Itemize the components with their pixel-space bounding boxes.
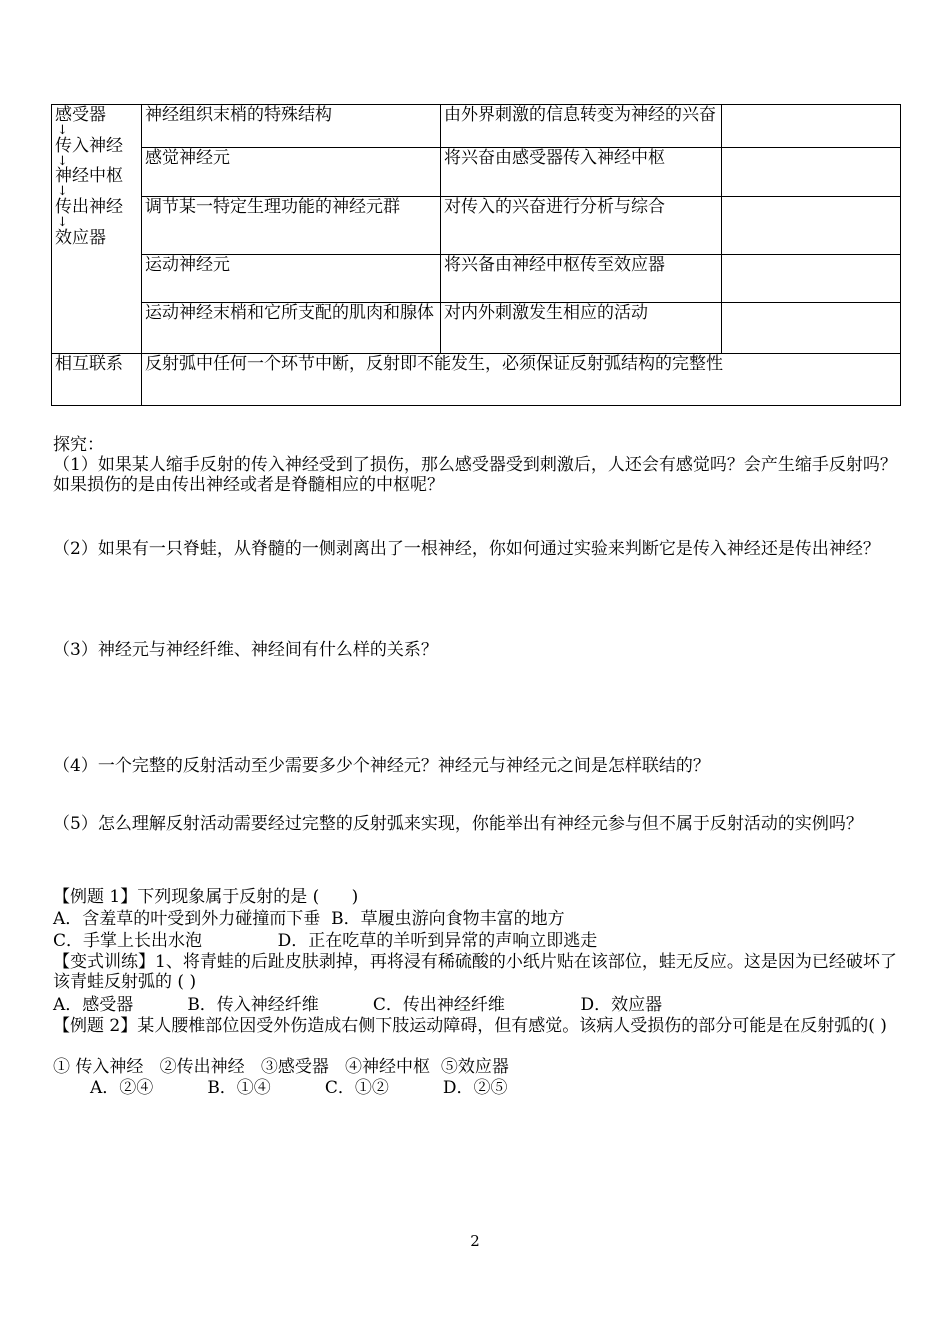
extra-cell — [722, 105, 901, 148]
reflex-chain-cell — [52, 105, 142, 354]
example-1-options-cd: C．手掌上长出水泡 D．正在吃草的羊听到异常的声响立即逃走 — [53, 931, 598, 951]
chain-effector: 效应器 — [55, 227, 106, 248]
extra-cell — [722, 303, 901, 354]
explore-question-3: （3）神经元与神经纤维、神经间有什么样的关系？ — [53, 640, 438, 660]
function-cell: 将兴奋由感受器传入神经中枢 — [441, 148, 722, 197]
chain-receptor: 感受器 — [55, 105, 106, 125]
arrow-down-icon: ↓ — [57, 123, 68, 139]
example-2-title: 【例题 2】某人腰椎部位因受外伤造成右侧下肢运动障碍，但有感觉。该病人受损伤的部分可能是在反射弧的( ) — [53, 1016, 887, 1036]
structure-cell: 感觉神经元 — [142, 148, 441, 197]
page-number: 2 — [470, 1232, 480, 1250]
extra-cell — [722, 197, 901, 255]
explore-heading: 探究： — [53, 435, 104, 455]
extra-cell — [722, 148, 901, 197]
example-2-options: A．②④ B．①④ C．①② D．②⑤ — [90, 1078, 508, 1098]
arrow-down-icon: ↓ — [57, 153, 68, 169]
structure-cell: 神经组织末梢的特殊结构 — [142, 105, 441, 148]
explore-question-5: （5）怎么理解反射活动需要经过完整的反射弧来实现，你能举出有神经元参与但不属于反射活动的实例吗？ — [53, 814, 863, 834]
relation-text-cell: 反射弧中任何一个环节中断，反射即不能发生，必须保证反射弧结构的完整性 — [142, 354, 901, 406]
extra-cell — [722, 255, 901, 303]
chain-nerve-center: 神经中枢 — [55, 166, 123, 187]
function-cell: 对传入的兴奋进行分析与综合 — [441, 197, 722, 255]
variant-training-options: A．感受器 B．传入神经纤维 C．传出神经纤维 D．效应器 — [53, 995, 663, 1015]
arrow-down-icon: ↓ — [57, 215, 68, 231]
relation-label-cell: 相互联系 — [52, 354, 142, 406]
example-2-items: ① 传入神经 ②传出神经 ③感受器 ④神经中枢 ⑤效应器 — [53, 1057, 509, 1077]
example-1-title: 【例题 1】下列现象属于反射的是 ( ) — [53, 887, 359, 907]
example-1-options-ab: A．含羞草的叶受到外力碰撞而下垂 B．草履虫游向食物丰富的地方 — [53, 909, 565, 929]
explore-question-4: （4）一个完整的反射活动至少需要多少个神经元？神经元与神经元之间是怎样联结的？ — [53, 756, 710, 776]
structure-cell: 运动神经末梢和它所支配的肌肉和腺体 — [142, 303, 441, 354]
explore-question-1: （1）如果某人缩手反射的传入神经受到了损伤，那么感受器受到刺激后，人还会有感觉吗？会产生缩手反射吗？如果损伤的是由传出神经或者是脊髓相应的中枢呢？ — [53, 455, 897, 495]
arrow-down-icon: ↓ — [57, 184, 68, 200]
function-cell: 对内外刺激发生相应的活动 — [441, 303, 722, 354]
reflex-arc-table — [51, 104, 901, 406]
structure-cell: 运动神经元 — [142, 255, 441, 303]
function-cell: 将兴备由神经中枢传至效应器 — [441, 255, 722, 303]
variant-training-title: 【变式训练】1、将青蛙的后趾皮肤剥掉，再将浸有稀硫酸的小纸片贴在该部位，蛙无反应。这是因为已经破坏了该青蛙反射弧的 ( ) — [53, 952, 897, 992]
explore-question-2: （2）如果有一只脊蛙，从脊髓的一侧剥离出了一根神经，你如何通过实验来判断它是传入神经还是传出神经？ — [53, 539, 880, 559]
function-cell: 由外界刺激的信息转变为神经的兴奋 — [441, 105, 722, 148]
chain-afferent-nerve: 传入神经 — [55, 135, 123, 156]
chain-efferent-nerve: 传出神经 — [55, 197, 123, 218]
structure-cell: 调节某一特定生理功能的神经元群 — [142, 197, 441, 255]
